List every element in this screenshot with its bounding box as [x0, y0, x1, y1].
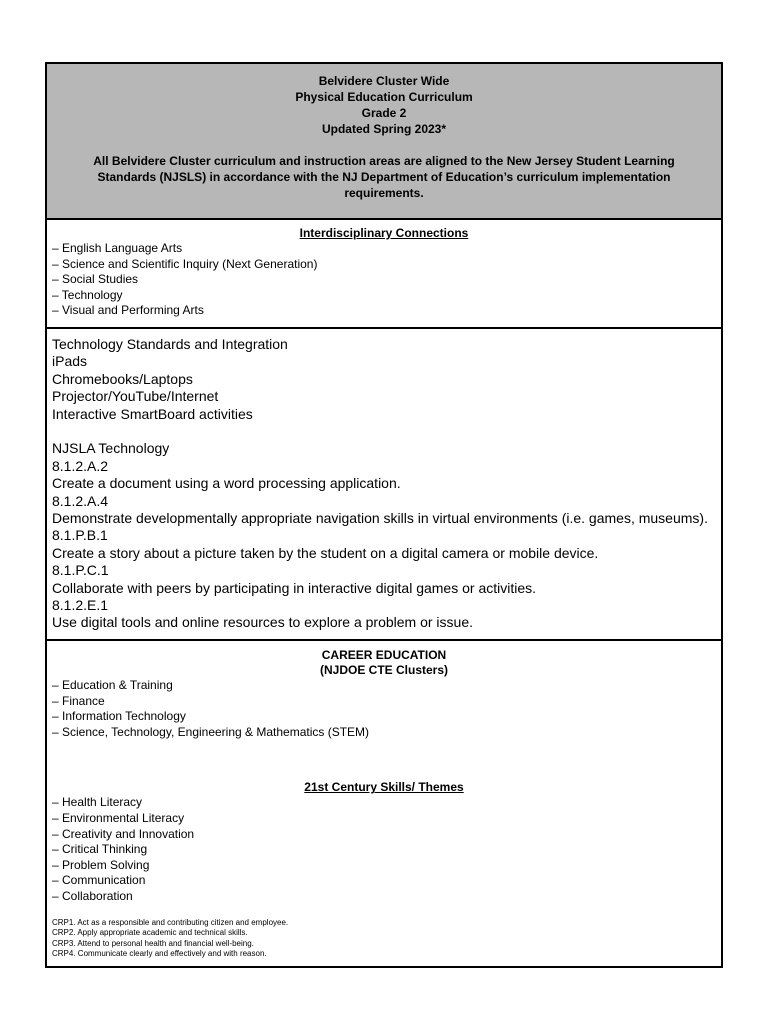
standard-text: Collaborate with peers by participating in interactive digital games or activities. — [52, 579, 537, 596]
crp-item: CRP3. Attend to personal health and financial well-being. — [52, 938, 254, 948]
standard-text: Create a story about a picture taken by the student on a digital camera or mobile device. — [52, 544, 599, 561]
career-item: – Education & Training — [52, 678, 173, 692]
crp-item: CRP4. Communicate clearly and effectively and with reason. — [52, 949, 267, 959]
interdisciplinary-item: – Science and Scientific Inquiry (Next Generation) — [52, 256, 318, 271]
standard-code: 8.1.2.E.1 — [52, 597, 109, 614]
skills-item: – Problem Solving — [52, 857, 150, 872]
interdisciplinary-section — [47, 220, 721, 329]
technology-tool: Chromebooks/Laptops — [52, 370, 193, 387]
updated-label: Updated Spring 2023* — [321, 122, 447, 136]
technology-tool: iPads — [52, 353, 88, 370]
grade-label: Grade 2 — [361, 106, 407, 120]
curriculum-table — [45, 62, 723, 968]
skills-item: – Communication — [52, 873, 146, 888]
njsla-heading: NJSLA Technology — [52, 440, 170, 457]
career-item: – Information Technology — [52, 709, 186, 724]
skills-item: – Creativity and Innovation — [52, 826, 195, 841]
crp-list — [52, 918, 716, 960]
crp-item: CRP2. Apply appropriate academic and technical skills. — [52, 928, 248, 938]
technology-tool: Interactive SmartBoard activities — [52, 405, 253, 422]
cluster-title: Belvidere Cluster Wide — [318, 74, 450, 88]
career-item: – Science, Technology, Engineering & Mathematics (STEM) — [52, 724, 370, 739]
standard-text: Create a document using a word processing application. — [52, 475, 401, 492]
interdisciplinary-item: – Social Studies — [52, 272, 139, 287]
skills-item: – Health Literacy — [52, 795, 143, 810]
standard-text: Demonstrate developmentally appropriate navigation skills in virtual environments (i.e. games, museums). — [52, 510, 708, 527]
curriculum-header — [47, 64, 721, 220]
technology-tool: Projector/YouTube/Internet — [52, 388, 219, 405]
skills-heading: 21st Century Skills/ Themes — [304, 780, 464, 795]
alignment-statement: All Belvidere Cluster curriculum and instruction areas are aligned to the New Jersey Student Learning Standards (NJSLS) in accordance with the NJ Department of Education’s curriculum implementation requirements. — [93, 154, 675, 200]
standard-code: 8.1.P.C.1 — [52, 562, 109, 579]
technology-heading: Technology Standards and Integration — [52, 336, 288, 352]
standard-code: 8.1.2.A.4 — [52, 492, 109, 509]
interdisciplinary-item: – Visual and Performing Arts — [52, 303, 204, 318]
skills-item: – Collaboration — [52, 888, 133, 903]
interdisciplinary-heading: Interdisciplinary Connections — [299, 226, 469, 240]
career-title: CAREER EDUCATION — [321, 648, 447, 662]
technology-section — [47, 329, 721, 641]
crp-item: CRP1. Act as a responsible and contributing citizen and employee. — [52, 917, 289, 927]
standard-code: 8.1.P.B.1 — [52, 527, 108, 544]
curriculum-title: Physical Education Curriculum — [295, 90, 473, 104]
skills-item: – Critical Thinking — [52, 842, 148, 857]
interdisciplinary-item: – English Language Arts — [52, 241, 183, 255]
skills-item: – Environmental Literacy — [52, 810, 185, 825]
interdisciplinary-item: – Technology — [52, 287, 123, 302]
career-item: – Finance — [52, 693, 105, 708]
standard-text: Use digital tools and online resources to explore a problem or issue. — [52, 614, 474, 631]
career-subtitle: (NJDOE CTE Clusters) — [319, 663, 449, 677]
standard-code: 8.1.2.A.2 — [52, 457, 109, 474]
career-section — [47, 641, 721, 966]
